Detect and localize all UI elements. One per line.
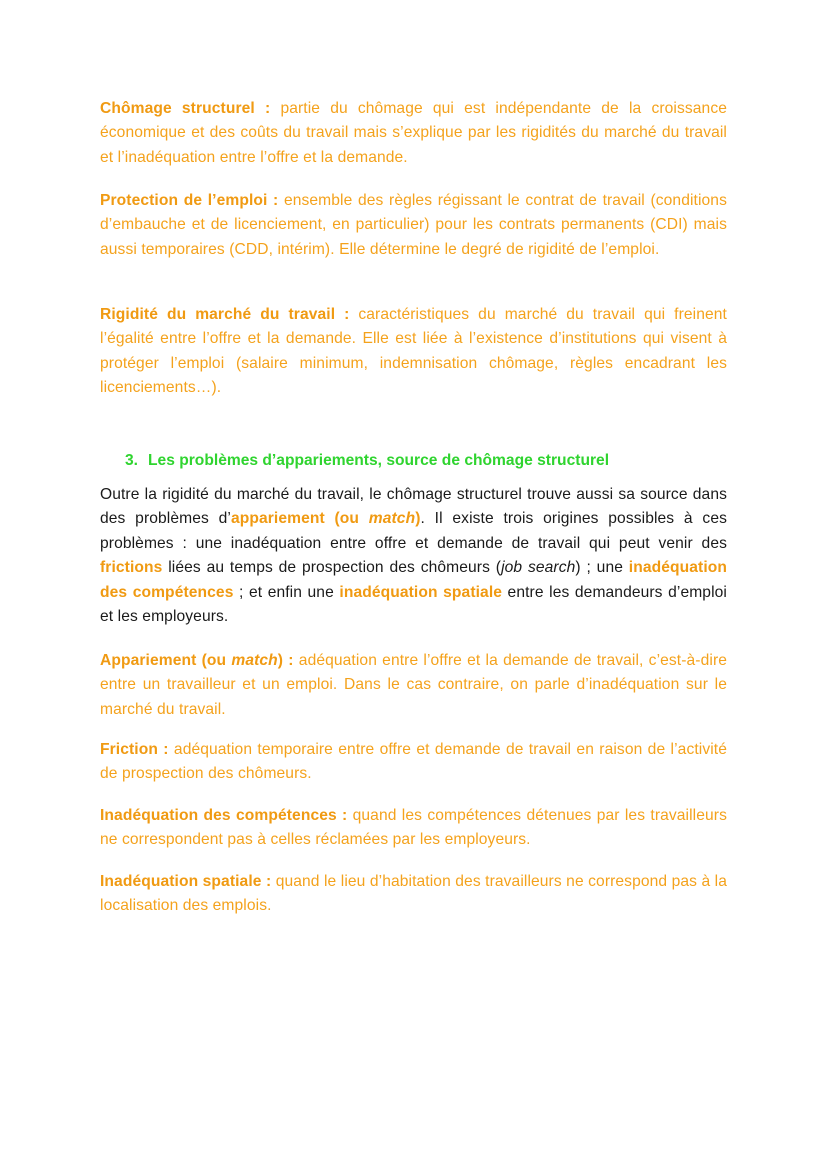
keyword-frictions: frictions — [100, 559, 163, 577]
section-title: Les problèmes d’appariements, source de chômage structurel — [148, 452, 610, 469]
definition-inadequation-spatiale — [100, 870, 727, 919]
definition-term-italic: match — [231, 652, 278, 669]
definition-term-text: Appariement (ou — [100, 652, 232, 669]
body-text-italic: job search — [501, 559, 576, 577]
definition-inadequation-competences — [100, 804, 727, 853]
definition-term: Inadéquation spatiale : — [100, 873, 272, 890]
keyword-text: ) — [415, 510, 421, 528]
definition-text: caractéristiques du marché du travail qui freinent l’égalité entre l’offre et la demande. Elle est liée à l’existence d’institutions qui visent à protéger l’emploi (salaire minimum, indemnisation chômage, règles encadrant les licenciements…). — [100, 306, 727, 397]
definition-term: Chômage structurel : — [100, 100, 271, 117]
section-heading — [125, 449, 609, 473]
definition-text: ensemble des règles régissant le contrat de travail (conditions d’embauche et de licenciement, en particulier) pour les contrats permanents (CDI) mais aussi temporaires (CDD, intérim). Elle détermine le degré de rigidité de l’emploi. — [100, 192, 727, 258]
body-text: entre les demandeurs d’emploi et les employeurs. — [100, 583, 727, 626]
body-text: Outre la rigidité du marché du travail, le chômage structurel trouve aussi sa source dans des problèmes d’ — [100, 486, 727, 528]
definition-chomage-structurel — [100, 97, 727, 170]
keyword-text-italic: match — [368, 510, 416, 528]
definition-term-text: ) : — [277, 652, 294, 669]
definition-term: Protection de l’emploi : — [100, 192, 279, 209]
definition-text: quand les compétences détenues par les travailleurs ne correspondent pas à celles réclamées par les employeurs. — [100, 807, 727, 849]
keyword-appariement — [231, 510, 421, 527]
definition-text: adéquation entre l’offre et la demande de travail, c’est-à-dire entre un travailleur et un emploi. Dans le cas contraire, on parle d’inadéquation sur le marché du travail. — [100, 652, 728, 718]
definition-friction — [100, 738, 727, 787]
definition-appariement — [100, 649, 727, 722]
definition-rigidite-marche — [100, 303, 727, 401]
definition-protection-emploi — [100, 189, 727, 262]
keyword-inadequation-spatiale: inadéquation spatiale — [339, 583, 503, 601]
keyword-inadequation-competences: inadéquation des compétences — [100, 559, 728, 601]
body-text: liées au temps de prospection des chômeurs ( — [162, 559, 502, 577]
definition-text: adéquation temporaire entre offre et demande de travail en raison de l’activité de prospection des chômeurs. — [100, 741, 728, 783]
definition-text: partie du chômage qui est indépendante de la croissance économique et des coûts du travail mais s’explique par les rigidités du marché du travail et l’inadéquation entre l’offre et la demande. — [100, 100, 727, 166]
definition-text: quand le lieu d’habitation des travailleurs ne correspond pas à la localisation des emplois. — [100, 873, 728, 915]
body-text: . Il existe trois origines possibles à ces problèmes : une inadéquation entre offre et demande de travail qui peut venir des — [100, 510, 727, 552]
definition-term: Friction : — [100, 741, 169, 758]
body-text: ; et enfin une — [233, 583, 340, 601]
section-number: 3. — [125, 452, 139, 469]
body-text: ) ; une — [575, 559, 629, 577]
definition-term: Rigidité du marché du travail : — [100, 306, 350, 323]
keyword-text: appariement (ou — [230, 510, 369, 528]
definition-term: Inadéquation des compétences : — [100, 807, 348, 824]
body-paragraph — [100, 483, 727, 629]
definition-term — [100, 652, 294, 669]
